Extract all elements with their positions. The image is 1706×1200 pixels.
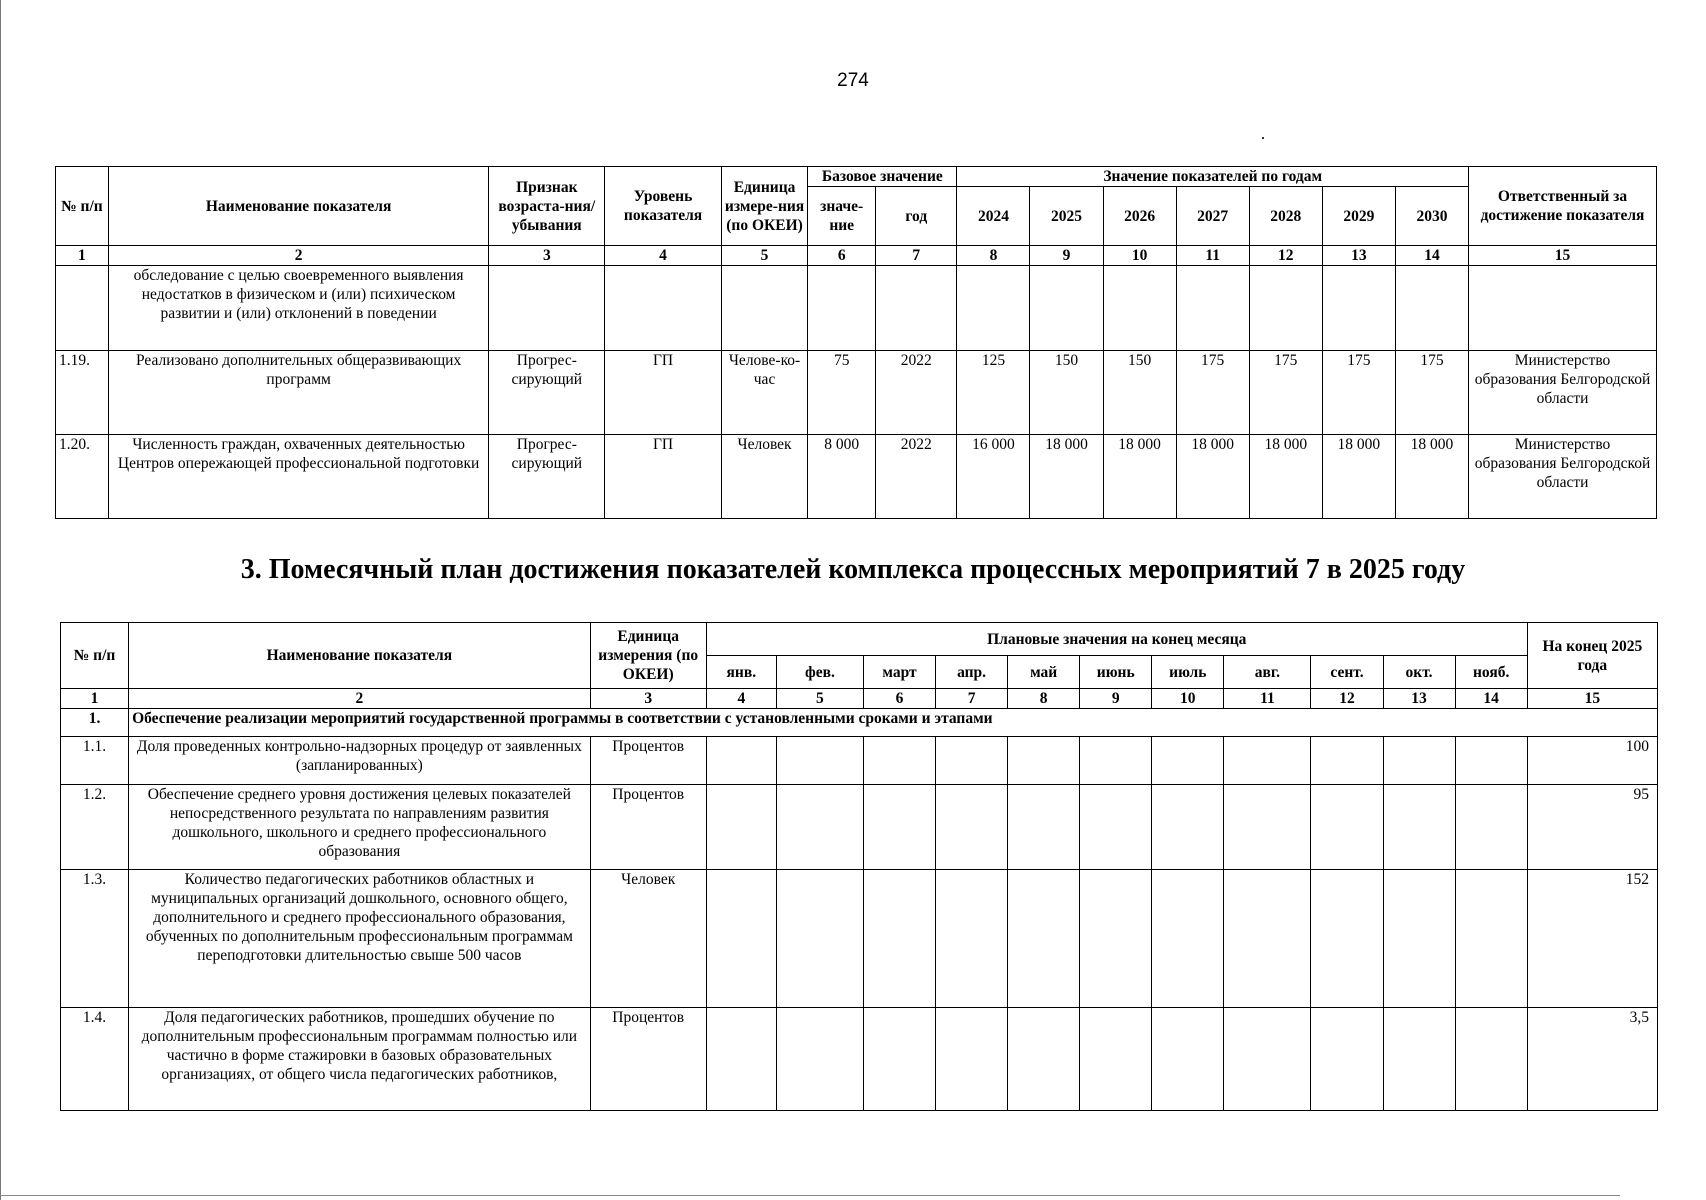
header-years-group: Значение показателей по годам bbox=[957, 167, 1469, 187]
row-base-year: 2022 bbox=[876, 351, 957, 435]
month-cell bbox=[1311, 1008, 1383, 1111]
table-row bbox=[56, 351, 1657, 435]
header-base-value: значе-ние bbox=[808, 187, 876, 246]
header-month: янв. bbox=[706, 656, 776, 689]
column-number: 4 bbox=[605, 246, 722, 266]
row-value: 18 000 bbox=[1249, 435, 1322, 519]
header-unit: Единица измерения (по ОКЕИ) bbox=[590, 623, 706, 689]
row-name: Доля проведенных контрольно-надзорных процедур от заявленных (запланированных) bbox=[129, 737, 591, 785]
header-level: Уровень показателя bbox=[605, 167, 722, 246]
month-cell bbox=[1383, 870, 1455, 1008]
header-year: 2030 bbox=[1395, 187, 1468, 246]
page-number: 274 bbox=[837, 70, 869, 91]
column-number: 9 bbox=[1030, 246, 1103, 266]
month-cell bbox=[1008, 737, 1080, 785]
header-month: март bbox=[863, 656, 935, 689]
table-row bbox=[56, 435, 1657, 519]
row-value bbox=[1103, 266, 1176, 351]
month-cell bbox=[1383, 785, 1455, 870]
month-cell bbox=[1455, 737, 1527, 785]
row-value bbox=[957, 266, 1030, 351]
header-num: № п/п bbox=[56, 167, 109, 246]
row-unit: Процентов bbox=[590, 785, 706, 870]
month-cell bbox=[776, 737, 863, 785]
month-cell bbox=[1455, 1008, 1527, 1111]
row-value bbox=[1176, 266, 1249, 351]
column-numbers-row bbox=[56, 246, 1657, 266]
column-number: 6 bbox=[808, 246, 876, 266]
row-num bbox=[56, 266, 109, 351]
row-name: Численность граждан, охваченных деятельностью Центров опережающей профессиональной подготовки bbox=[108, 435, 489, 519]
row-level: ГП bbox=[605, 351, 722, 435]
column-number: 15 bbox=[1469, 246, 1657, 266]
month-cell bbox=[1152, 737, 1224, 785]
column-number: 2 bbox=[108, 246, 489, 266]
column-number: 14 bbox=[1395, 246, 1468, 266]
month-cell bbox=[1311, 870, 1383, 1008]
section-num: 1. bbox=[61, 709, 129, 737]
header-row-1 bbox=[56, 167, 1657, 187]
indicators-table bbox=[55, 166, 1657, 519]
row-level bbox=[605, 266, 722, 351]
header-trend: Признак возраста-ния/ убывания bbox=[489, 167, 605, 246]
table-row bbox=[61, 785, 1658, 870]
month-cell bbox=[776, 785, 863, 870]
monthly-plan-table bbox=[60, 622, 1658, 1111]
column-number: 9 bbox=[1080, 689, 1152, 709]
month-cell bbox=[706, 1008, 776, 1111]
row-value bbox=[1030, 266, 1103, 351]
row-unit: Человек bbox=[721, 435, 807, 519]
header-num: № п/п bbox=[61, 623, 129, 689]
column-number: 1 bbox=[61, 689, 129, 709]
column-number: 7 bbox=[936, 689, 1008, 709]
row-value: 18 000 bbox=[1176, 435, 1249, 519]
row-value bbox=[1395, 266, 1468, 351]
row-value: 18 000 bbox=[1030, 435, 1103, 519]
row-unit: Человек bbox=[590, 870, 706, 1008]
header-month: июль bbox=[1152, 656, 1224, 689]
month-cell bbox=[706, 737, 776, 785]
month-cell bbox=[1080, 870, 1152, 1008]
column-number: 2 bbox=[129, 689, 591, 709]
row-name: обследование с целью своевременного выявления недостатков в физическом и (или) психическом развитии и (или) отклонений в поведении bbox=[108, 266, 489, 351]
column-number: 5 bbox=[776, 689, 863, 709]
column-number: 3 bbox=[590, 689, 706, 709]
row-name: Количество педагогических работников областных и муниципальных организаций дошкольного, основного общего, дополнительного и среднего профессионального образования, обученных по дополнительным профессиональным программам переподготовки длительностью свыше 500 часов bbox=[129, 870, 591, 1008]
row-base-value: 75 bbox=[808, 351, 876, 435]
header-year: 2029 bbox=[1322, 187, 1395, 246]
column-number: 8 bbox=[1008, 689, 1080, 709]
header-year: 2024 bbox=[957, 187, 1030, 246]
column-number: 7 bbox=[876, 246, 957, 266]
row-unit bbox=[721, 266, 807, 351]
row-value: 18 000 bbox=[1103, 435, 1176, 519]
header-month: июнь bbox=[1080, 656, 1152, 689]
row-num: 1.4. bbox=[61, 1008, 129, 1111]
column-number: 11 bbox=[1224, 689, 1311, 709]
month-cell bbox=[1455, 870, 1527, 1008]
column-number: 12 bbox=[1249, 246, 1322, 266]
month-cell bbox=[1008, 870, 1080, 1008]
column-number: 13 bbox=[1383, 689, 1455, 709]
row-value: 16 000 bbox=[957, 435, 1030, 519]
header-month: авг. bbox=[1224, 656, 1311, 689]
table-row bbox=[61, 870, 1658, 1008]
header-base: Базовое значение bbox=[808, 167, 957, 187]
scan-left-edge bbox=[0, 0, 1, 1200]
row-trend: Прогрес-сирующий bbox=[489, 435, 605, 519]
row-value: 150 bbox=[1030, 351, 1103, 435]
row-level: ГП bbox=[605, 435, 722, 519]
row-value bbox=[1249, 266, 1322, 351]
header-month: окт. bbox=[1383, 656, 1455, 689]
month-cell bbox=[706, 785, 776, 870]
header-year: 2026 bbox=[1103, 187, 1176, 246]
header-name: Наименование показателя bbox=[129, 623, 591, 689]
row-responsible: Министерство образования Белгородской области bbox=[1469, 351, 1657, 435]
month-cell bbox=[706, 870, 776, 1008]
month-cell bbox=[1224, 737, 1311, 785]
month-cell bbox=[1224, 1008, 1311, 1111]
section-title: 3. Помесячный план достижения показателей комплекса процессных мероприятий 7 в 2025 году bbox=[240, 554, 1466, 585]
header-months-group: Плановые значения на конец месяца bbox=[706, 623, 1527, 656]
header-year: 2025 bbox=[1030, 187, 1103, 246]
row-value: 125 bbox=[957, 351, 1030, 435]
row-num: 1.2. bbox=[61, 785, 129, 870]
month-cell bbox=[1224, 785, 1311, 870]
row-num: 1.3. bbox=[61, 870, 129, 1008]
month-cell bbox=[936, 737, 1008, 785]
row-base-year bbox=[876, 266, 957, 351]
month-cell bbox=[863, 785, 935, 870]
month-cell bbox=[1455, 785, 1527, 870]
month-cell bbox=[776, 1008, 863, 1111]
column-number: 13 bbox=[1322, 246, 1395, 266]
row-value: 18 000 bbox=[1395, 435, 1468, 519]
row-num: 1.19. bbox=[56, 351, 109, 435]
row-unit: Челове-ко-час bbox=[721, 351, 807, 435]
row-base-value bbox=[808, 266, 876, 351]
row-name: Доля педагогических работников, прошедших обучение по дополнительным профессиональным программам полностью или частично в форме стажировки в базовых образовательных организациях, от общего числа педагогических работников, bbox=[129, 1008, 591, 1111]
row-end-value: 100 bbox=[1527, 737, 1657, 785]
month-cell bbox=[1383, 737, 1455, 785]
month-cell bbox=[1008, 1008, 1080, 1111]
month-cell bbox=[936, 1008, 1008, 1111]
row-end-value: 152 bbox=[1527, 870, 1657, 1008]
column-number: 6 bbox=[863, 689, 935, 709]
header-unit: Единица измере-ния (по ОКЕИ) bbox=[721, 167, 807, 246]
column-number: 14 bbox=[1455, 689, 1527, 709]
header-year: 2027 bbox=[1176, 187, 1249, 246]
table-row bbox=[56, 266, 1657, 351]
month-cell bbox=[1311, 785, 1383, 870]
month-cell bbox=[1080, 1008, 1152, 1111]
row-end-value: 95 bbox=[1527, 785, 1657, 870]
column-number: 5 bbox=[721, 246, 807, 266]
month-cell bbox=[1152, 870, 1224, 1008]
row-value bbox=[1322, 266, 1395, 351]
month-cell bbox=[863, 1008, 935, 1111]
month-cell bbox=[936, 870, 1008, 1008]
row-num: 1.20. bbox=[56, 435, 109, 519]
row-responsible: Министерство образования Белгородской области bbox=[1469, 435, 1657, 519]
column-number: 15 bbox=[1527, 689, 1657, 709]
column-number: 8 bbox=[957, 246, 1030, 266]
month-cell bbox=[776, 870, 863, 1008]
header-responsible: Ответственный за достижение показателя bbox=[1469, 167, 1657, 246]
row-unit: Процентов bbox=[590, 737, 706, 785]
column-number: 1 bbox=[56, 246, 109, 266]
month-cell bbox=[863, 737, 935, 785]
row-trend: Прогрес-сирующий bbox=[489, 351, 605, 435]
header-month: нояб. bbox=[1455, 656, 1527, 689]
row-name: Обеспечение среднего уровня достижения целевых показателей непосредственного результата по направлениям развития дошкольного, школьного и среднего профессионального образования bbox=[129, 785, 591, 870]
month-cell bbox=[1080, 785, 1152, 870]
row-value: 175 bbox=[1395, 351, 1468, 435]
row-value: 175 bbox=[1322, 351, 1395, 435]
row-base-year: 2022 bbox=[876, 435, 957, 519]
row-num: 1.1. bbox=[61, 737, 129, 785]
month-cell bbox=[936, 785, 1008, 870]
month-cell bbox=[1152, 1008, 1224, 1111]
month-cell bbox=[863, 870, 935, 1008]
header-year: 2028 bbox=[1249, 187, 1322, 246]
row-responsible bbox=[1469, 266, 1657, 351]
column-number: 10 bbox=[1152, 689, 1224, 709]
header-month: май bbox=[1008, 656, 1080, 689]
column-number: 3 bbox=[489, 246, 605, 266]
header-month: апр. bbox=[936, 656, 1008, 689]
section-row bbox=[61, 709, 1658, 737]
header-row-1 bbox=[61, 623, 1658, 656]
month-cell bbox=[1383, 1008, 1455, 1111]
month-cell bbox=[1311, 737, 1383, 785]
month-cell bbox=[1008, 785, 1080, 870]
month-cell bbox=[1224, 870, 1311, 1008]
scan-speck bbox=[1262, 137, 1264, 139]
row-value: 150 bbox=[1103, 351, 1176, 435]
table-row bbox=[61, 737, 1658, 785]
row-unit: Процентов bbox=[590, 1008, 706, 1111]
row-trend bbox=[489, 266, 605, 351]
column-number: 4 bbox=[706, 689, 776, 709]
section-name: Обеспечение реализации мероприятий государственной программы в соответствии с установленными сроками и этапами bbox=[129, 709, 1658, 737]
header-month: сент. bbox=[1311, 656, 1383, 689]
row-value: 175 bbox=[1249, 351, 1322, 435]
scan-bottom-line bbox=[0, 1195, 1620, 1196]
column-number: 11 bbox=[1176, 246, 1249, 266]
header-name: Наименование показателя bbox=[108, 167, 489, 246]
row-value: 175 bbox=[1176, 351, 1249, 435]
column-number: 12 bbox=[1311, 689, 1383, 709]
row-name: Реализовано дополнительных общеразвивающих программ bbox=[108, 351, 489, 435]
column-number: 10 bbox=[1103, 246, 1176, 266]
header-end-of-year: На конец 2025 года bbox=[1527, 623, 1657, 689]
month-cell bbox=[1080, 737, 1152, 785]
header-month: фев. bbox=[776, 656, 863, 689]
row-base-value: 8 000 bbox=[808, 435, 876, 519]
month-cell bbox=[1152, 785, 1224, 870]
column-numbers-row bbox=[61, 689, 1658, 709]
table-row bbox=[61, 1008, 1658, 1111]
row-end-value: 3,5 bbox=[1527, 1008, 1657, 1111]
row-value: 18 000 bbox=[1322, 435, 1395, 519]
header-base-year: год bbox=[876, 187, 957, 246]
